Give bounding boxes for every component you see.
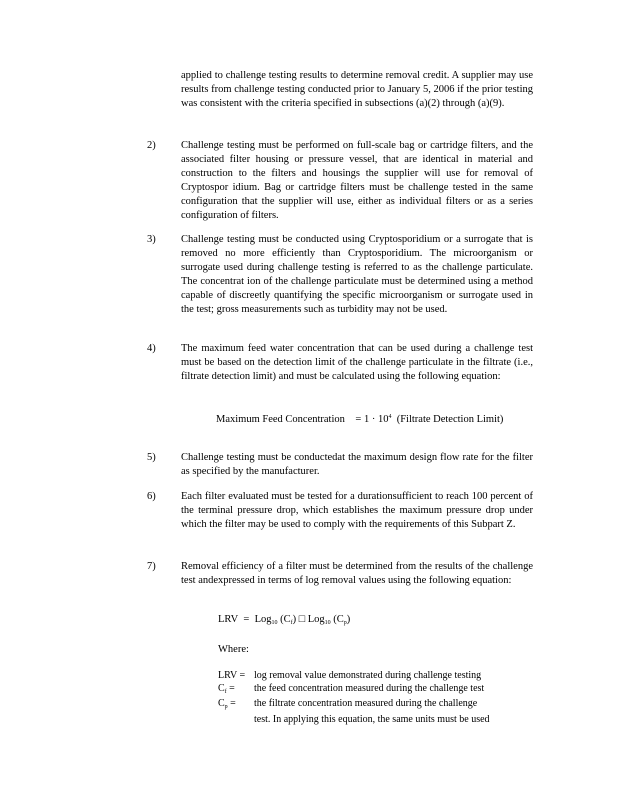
- lrv-equation: [218, 613, 350, 630]
- term-sub-f: f: [224, 688, 227, 695]
- eq1-equals: = 1: [355, 414, 370, 425]
- eq2-operator: □: [298, 614, 306, 625]
- max-feed-equation: [216, 410, 516, 427]
- definition-continuation: test. In applying this equation, the same units must be used: [254, 713, 490, 725]
- eq2-log2: Log: [307, 614, 325, 625]
- eq2-sub-p: p: [343, 620, 347, 626]
- definition-term: [218, 683, 254, 699]
- item-5-number: 5): [147, 452, 156, 463]
- definition-term: LRV =: [218, 670, 246, 681]
- item-3-text: Challenge testing must be conducted using Cryptosporidium or a surrogate that is removed no more efficiently than Cryptosporidium. The microorganism or surrogate used during challenge testing is referred to as the challenge particulate. The concentrat ion of the challenge particulate must be determined using a method capable of discreetly quantifying the specific microorganism or surrogate used in the test; gross measurements such as turbidity may not be used.: [181, 234, 533, 315]
- item-4-number: 4): [147, 343, 156, 354]
- term-sub-p: p: [224, 704, 228, 710]
- term-equals: =: [227, 698, 236, 709]
- definitions-list: [218, 670, 508, 726]
- eq2-lhs: LRV: [218, 614, 239, 625]
- eq2-c1: (C: [280, 614, 291, 625]
- intro-paragraph: applied to challenge testing results to determine removal credit. A supplier may use results from challenge testing conducted prior to January 5, 2006 if the prior testing was consistent with the criteria specified in subsections (a)(2) through (a)(9).: [181, 70, 533, 109]
- definition-desc: the filtrate concentration measured during the challenge: [254, 698, 478, 709]
- eq2-base1: 10: [271, 620, 278, 626]
- eq2-equals: =: [243, 614, 250, 625]
- term-equals: =: [226, 682, 235, 694]
- item-6-text: Each filter evaluated must be tested for a durationsufficient to reach 100 percent of the terminal pressure drop, which establishes the maximum pressure drop under which the filter may be used to comply with the requirements of this Subpart Z.: [181, 491, 533, 530]
- item-4-text: The maximum feed water concentration that can be used during a challenge test must be based on the detection limit of the challenge particulate in the filtrate (i.e., filtrate detection limit) and must be calculated using the following equation:: [181, 343, 533, 382]
- eq2-base2: 10: [324, 620, 331, 626]
- item-2-number: 2): [147, 140, 156, 151]
- eq1-ten: 10: [377, 414, 389, 425]
- where-label: Where:: [218, 644, 249, 655]
- definition-cp: [218, 698, 508, 714]
- eq1-exponent: 4: [388, 414, 392, 420]
- term-c: C: [218, 698, 225, 709]
- item-7-text: Removal efficiency of a filter must be determined from the results of the challenge test andexpressed in terms of log removal values using the following equation:: [181, 561, 533, 586]
- item-7-number: 7): [147, 561, 156, 572]
- definition-cf: [218, 683, 508, 699]
- eq2-c2: (C: [333, 614, 344, 625]
- item-5-text: Challenge testing must be conductedat the maximum design flow rate for the filter as specified by the manufacturer.: [181, 452, 533, 477]
- item-2-text: Challenge testing must be performed on full-scale bag or cartridge filters, and the associated filter housing or pressure vessel, that are identical in material and construction to the filters and housings the supplier will use for removal of Cryptospor idium. Bag or cartridge filters must be challenge tested in the same configuration that the supplier will use, either as individual filters or as a series configuration of filters.: [181, 140, 533, 221]
- eq1-times: ·: [371, 414, 376, 425]
- item-3-number: 3): [147, 234, 156, 245]
- definition-desc: log removal value demonstrated during challenge testing: [254, 670, 482, 681]
- eq2-sub-f: f: [290, 620, 293, 626]
- definition-desc: the feed concentration measured during the challenge test: [254, 682, 485, 694]
- eq2-log1: Log: [254, 614, 272, 625]
- eq1-lhs: Maximum Feed Concentration: [216, 414, 345, 425]
- eq2-close1: ): [292, 614, 297, 625]
- eq2-close2: ): [346, 614, 351, 625]
- item-6-number: 6): [147, 491, 156, 502]
- term-c: C: [218, 682, 225, 694]
- definition-lrv: [218, 670, 508, 683]
- definition-term: [218, 698, 254, 714]
- eq1-rhs: (Filtrate Detection Limit): [396, 414, 504, 425]
